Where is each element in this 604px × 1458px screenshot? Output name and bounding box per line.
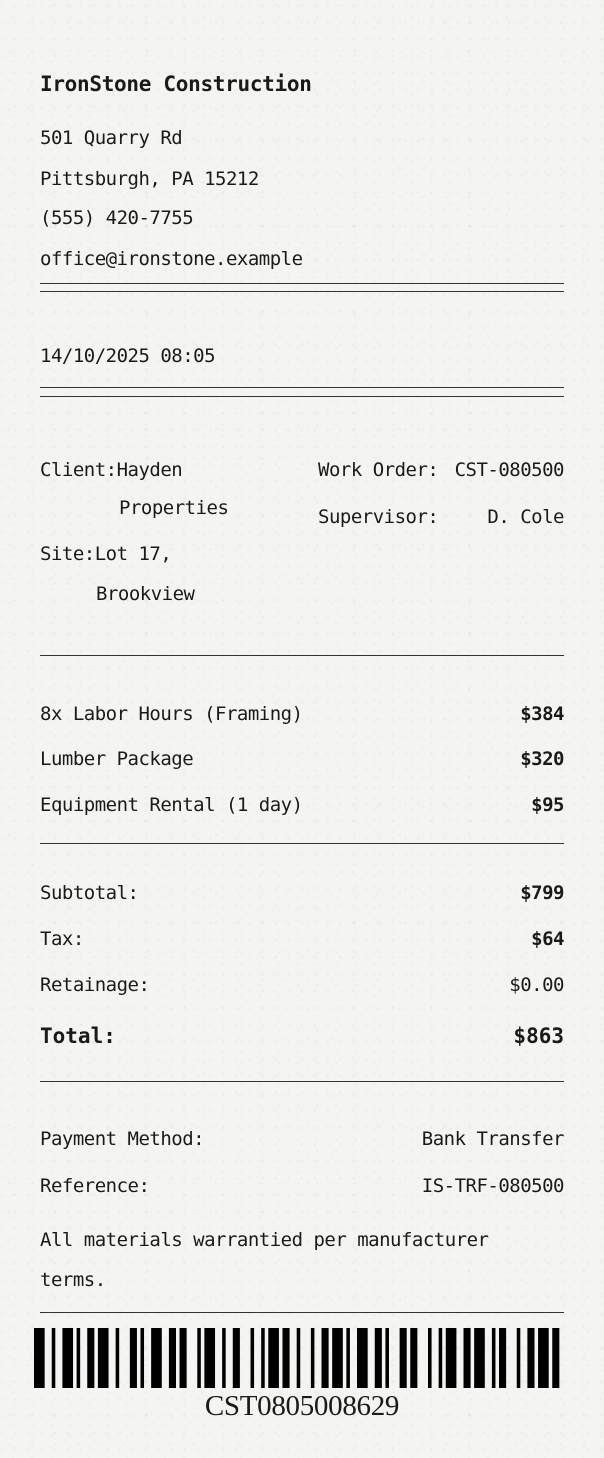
divider [40, 1312, 564, 1313]
barcode-bar [357, 1328, 368, 1388]
barcode-bar [98, 1328, 109, 1388]
item-description: Lumber Package [40, 748, 194, 770]
reference-value: IS-TRF-080500 [421, 1175, 564, 1197]
barcode-bar [233, 1328, 240, 1388]
subtotal-value: $799 [520, 882, 564, 904]
barcode-bar [346, 1328, 350, 1388]
item-description: 8x Labor Hours (Framing) [40, 703, 303, 725]
barcode-bar [268, 1328, 279, 1388]
supervisor-label: Supervisor: [318, 506, 439, 528]
warranty-note-cont: terms. [40, 1269, 106, 1291]
barcode-bar [169, 1328, 176, 1388]
barcode-bar [439, 1328, 443, 1388]
divider [40, 843, 564, 844]
divider [40, 1081, 564, 1082]
barcode-bar [116, 1328, 120, 1388]
barcode-bar [311, 1328, 315, 1388]
barcode-bar [180, 1328, 187, 1388]
address-line-2: Pittsburgh, PA 15212 [40, 168, 259, 190]
barcode-bar [261, 1328, 265, 1388]
email-address: office@ironstone.example [40, 248, 303, 270]
divider [40, 655, 564, 656]
barcode-bar [428, 1328, 432, 1388]
site-value-cont: Brookview [96, 583, 195, 605]
barcode-bar [52, 1328, 56, 1388]
barcode-bar [464, 1328, 471, 1388]
warranty-note: All materials warrantied per manufacturer [40, 1229, 489, 1251]
barcode-bar [410, 1328, 417, 1388]
barcode-bar [492, 1328, 496, 1388]
barcode-bar [222, 1328, 226, 1388]
client-value-cont: Properties [119, 497, 229, 519]
barcode [34, 1328, 570, 1388]
total-value: $863 [513, 1024, 564, 1048]
barcode-bar [77, 1328, 81, 1388]
client-value: Hayden [116, 459, 183, 481]
barcode-bar [151, 1328, 162, 1388]
barcode-bar [527, 1328, 534, 1388]
supervisor-value: D. Cole [487, 506, 564, 528]
item-amount: $95 [531, 794, 564, 816]
tax-value: $64 [531, 928, 564, 950]
subtotal-label: Subtotal: [40, 882, 139, 904]
divider [40, 283, 564, 284]
item-amount: $384 [520, 703, 564, 725]
barcode-bar [552, 1328, 559, 1388]
item-description: Equipment Rental (1 day) [40, 794, 303, 816]
barcode-bar [375, 1328, 382, 1388]
barcode-bar [282, 1328, 289, 1388]
tax-label: Tax: [40, 928, 84, 950]
barcode-bar [140, 1328, 144, 1388]
work-order-label: Work Order: [318, 459, 439, 481]
work-order-value: CST-080500 [454, 459, 564, 481]
retainage-value: $0.00 [509, 974, 564, 996]
barcode-bar [297, 1328, 301, 1388]
divider [40, 291, 564, 292]
barcode-bar [446, 1328, 457, 1388]
site-field [40, 543, 171, 565]
client-label: Client: [40, 459, 117, 481]
item-amount: $320 [520, 748, 564, 770]
barcode-bar [204, 1328, 215, 1388]
barcode-bar [251, 1328, 255, 1388]
barcode-bar [322, 1328, 329, 1388]
barcode-bar [34, 1328, 45, 1388]
barcode-bar [62, 1328, 73, 1388]
barcode-bar [87, 1328, 94, 1388]
payment-method-label: Payment Method: [40, 1128, 205, 1150]
barcode-bar [474, 1328, 485, 1388]
retainage-label: Retainage: [40, 974, 150, 996]
site-value: Lot 17, [94, 543, 172, 565]
reference-label: Reference: [40, 1175, 150, 1197]
site-label: Site: [40, 543, 95, 565]
barcode-bar [197, 1328, 201, 1388]
receipt [40, 0, 564, 1458]
barcode-number: CST0805008629 [204, 1390, 400, 1422]
payment-method-value: Bank Transfer [421, 1128, 564, 1150]
divider [40, 396, 564, 397]
barcode-bar [517, 1328, 521, 1388]
barcode-bar [130, 1328, 137, 1388]
barcode-bar [332, 1328, 343, 1388]
barcode-bar [538, 1328, 549, 1388]
phone-number: (555) 420-7755 [40, 207, 194, 229]
address-line-1: 501 Quarry Rd [40, 127, 183, 149]
divider [40, 387, 564, 388]
client-field [40, 459, 182, 481]
company-name: IronStone Construction [40, 72, 312, 96]
barcode-bar [400, 1328, 407, 1388]
barcode-bar [499, 1328, 506, 1388]
barcode-bar [385, 1328, 389, 1388]
receipt-datetime: 14/10/2025 08:05 [40, 345, 216, 367]
total-label: Total: [40, 1024, 116, 1048]
